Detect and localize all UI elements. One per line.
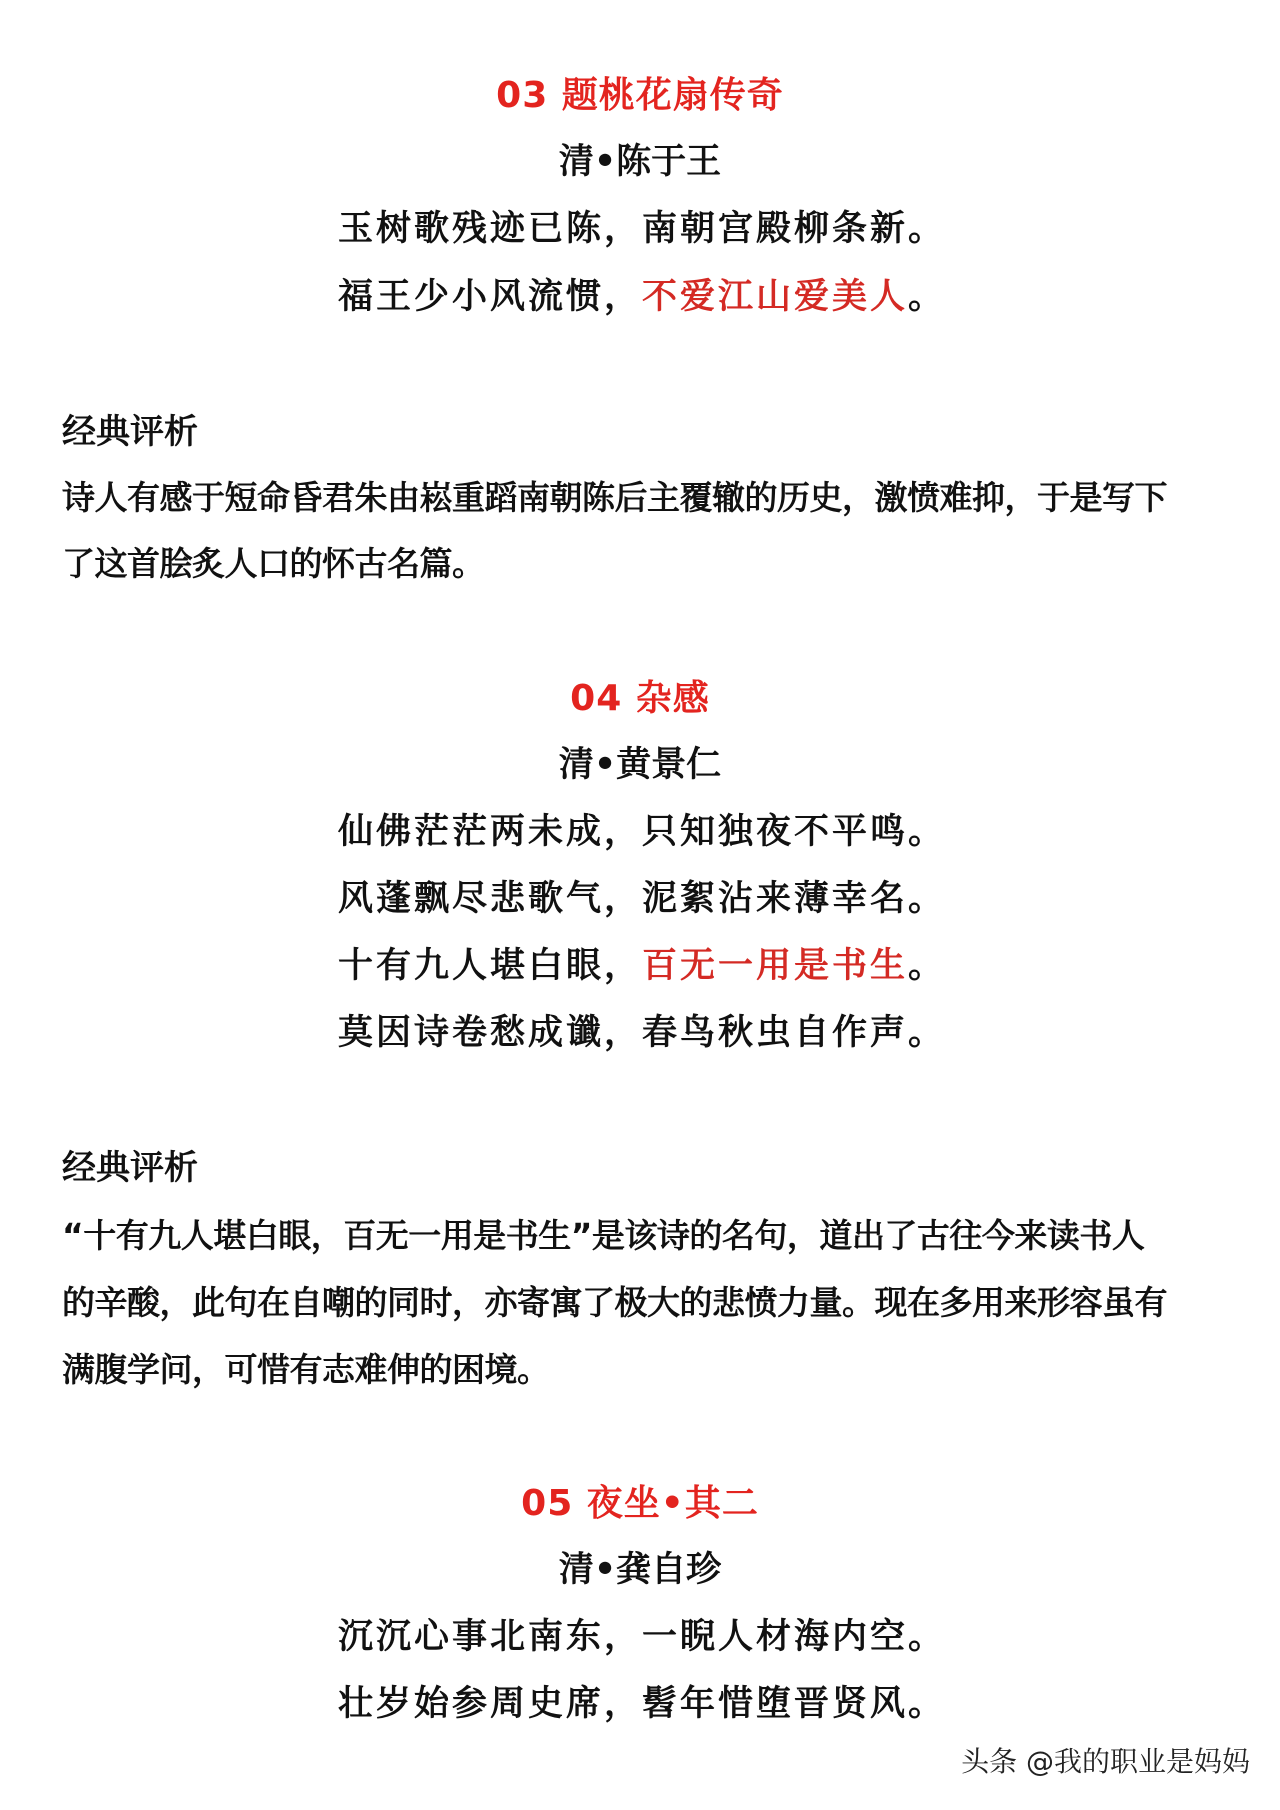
analysis-line: 了这首脍炙人口的怀古名篇。 <box>62 544 485 583</box>
poem-line-text: 沉沉心事北南东，一睨人材海内空。 <box>338 1617 947 1657</box>
poem-line <box>338 1013 947 1053</box>
poem-author: 清•龚自珍 <box>558 1550 722 1590</box>
poem-line <box>338 277 947 317</box>
analysis-line: 满腹学问，可惜有志难伸的困境。 <box>62 1350 550 1389</box>
poem-line <box>338 812 947 852</box>
poem-line-text: 玉树歌残迹已陈，南朝宫殿柳条新。 <box>338 209 947 249</box>
poem-title: 03 题桃花扇传奇 <box>496 75 784 116</box>
poem-title: 04 杂感 <box>570 678 710 719</box>
analysis-line: 诗人有感于短命昏君朱由崧重蹈南朝陈后主覆辙的历史，激愤难抑，于是写下 <box>62 478 1167 517</box>
highlighted-verse: 百无一用是书生 <box>642 946 909 986</box>
poem-line-tail: 。 <box>908 277 947 317</box>
poem-line-text: 仙佛茫茫两未成，只知独夜不平鸣。 <box>338 812 947 852</box>
poem-author: 清•陈于王 <box>558 142 722 182</box>
analysis-line: “十有九人堪白眼，百无一用是书生”是该诗的名句，道出了古往今来读书人 <box>62 1216 1145 1255</box>
analysis-line: 的辛酸，此句在自嘲的同时，亦寄寓了极大的悲愤力量。现在多用来形容虽有 <box>62 1283 1167 1322</box>
poem-line <box>338 1617 947 1657</box>
poem-line-text: 风蓬飘尽悲歌气，泥絮沾来薄幸名。 <box>338 879 947 919</box>
highlighted-verse: 不爱江山爱美人 <box>642 277 909 317</box>
analysis-heading: 经典评析 <box>62 1148 198 1188</box>
poem-line <box>338 946 947 986</box>
watermark: 头条 @我的职业是妈妈 <box>961 1745 1250 1778</box>
poem-line-tail: 。 <box>908 946 947 986</box>
poem-line-text: 壮岁始参周史席，髫年惜堕晋贤风。 <box>338 1684 947 1724</box>
poem-line-text: 十有九人堪白眼， <box>338 946 643 986</box>
poem-author: 清•黄景仁 <box>558 745 722 785</box>
poem-line-text: 福王少小风流惯， <box>338 277 643 317</box>
poem-line-text: 莫因诗卷愁成谶，春鸟秋虫自作声。 <box>338 1013 947 1053</box>
analysis-heading: 经典评析 <box>62 412 198 452</box>
poem-line <box>338 1684 947 1724</box>
poem-title: 05 夜坐•其二 <box>521 1483 759 1524</box>
poem-line <box>338 879 947 919</box>
poem-line <box>338 209 947 249</box>
